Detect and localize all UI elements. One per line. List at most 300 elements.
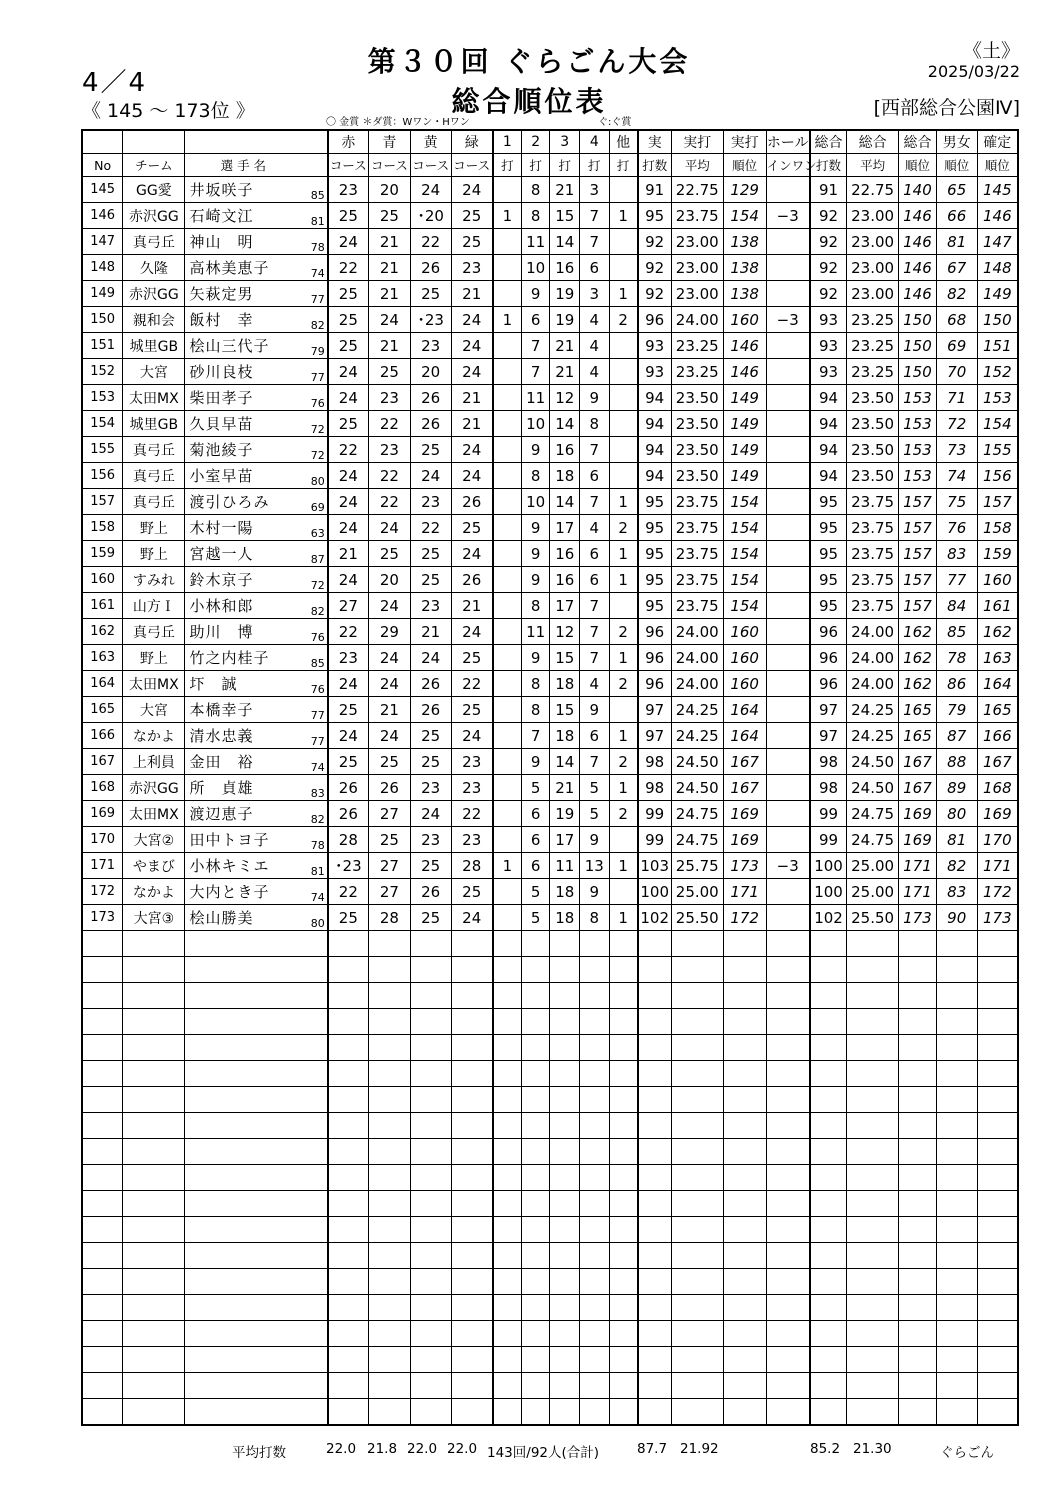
cell-s3: [550, 1373, 580, 1399]
cell-fr: [977, 1139, 1018, 1165]
cell-jt: 95: [638, 593, 672, 619]
cell-g: 25: [451, 697, 493, 723]
cell-so: 1: [609, 723, 638, 749]
cell-tt: 95: [810, 567, 847, 593]
cell-s1: [493, 1295, 522, 1321]
cell-s2: 7: [521, 723, 550, 749]
table-row: [82, 619, 1018, 645]
cell-name: [185, 1269, 301, 1295]
cell-r: 26: [328, 775, 369, 801]
cell-g: [451, 1139, 493, 1165]
cell-s4: 9: [580, 385, 610, 411]
cell-s2: 9: [521, 567, 550, 593]
cell-hio: [766, 1269, 810, 1295]
cell-gr: [936, 1347, 977, 1373]
cell-b: [368, 1269, 410, 1295]
cell-s4: 7: [580, 619, 610, 645]
cell-ta: 23.00: [847, 229, 899, 255]
cell-g: 25: [451, 515, 493, 541]
cell-tt: 102: [810, 905, 847, 931]
cell-g: 24: [451, 333, 493, 359]
cell-tt: [810, 1139, 847, 1165]
cell-g: [451, 1113, 493, 1139]
cell-y: 26: [410, 671, 451, 697]
table-row: [82, 255, 1018, 281]
cell-s4: [580, 1347, 610, 1373]
cell-r: 21: [328, 541, 369, 567]
cell-tt: [810, 1295, 847, 1321]
footer-ja-avg: 21.92: [680, 1441, 719, 1457]
cell-team: なかよ: [123, 723, 185, 749]
cell-jr: 160: [723, 619, 766, 645]
cell-jt: 92: [638, 255, 672, 281]
cell-fr: 166: [977, 723, 1018, 749]
cell-team: [123, 1217, 185, 1243]
cell-s2: [521, 1399, 550, 1426]
cell-tr: [899, 1061, 937, 1087]
cell-no: [82, 957, 123, 983]
cell-g: [451, 1009, 493, 1035]
cell-b: 25: [368, 749, 410, 775]
cell-no: 166: [82, 723, 123, 749]
empty-row: [82, 957, 1018, 983]
cell-hio: [766, 905, 810, 931]
cell-s3: [550, 1295, 580, 1321]
cell-team: 真弓丘: [123, 619, 185, 645]
cell-s1: [493, 333, 522, 359]
col-header-top-17: 総合: [810, 130, 847, 154]
cell-jt: [638, 957, 672, 983]
cell-no: 147: [82, 229, 123, 255]
cell-s1: [493, 411, 522, 437]
cell-tr: [899, 1295, 937, 1321]
cell-r: 24: [328, 671, 369, 697]
cell-gr: 70: [936, 359, 977, 385]
cell-fr: 145: [977, 177, 1018, 203]
cell-s4: 7: [580, 489, 610, 515]
cell-age: 72: [301, 567, 328, 593]
cell-b: 22: [368, 463, 410, 489]
cell-hio: [766, 1217, 810, 1243]
cell-r: [328, 1217, 369, 1243]
cell-tt: [810, 1243, 847, 1269]
cell-s3: 15: [550, 203, 580, 229]
cell-s4: [580, 1243, 610, 1269]
cell-name: [185, 1087, 301, 1113]
cell-name: [185, 1243, 301, 1269]
cell-age: [301, 1399, 328, 1426]
cell-tr: 146: [899, 203, 937, 229]
cell-jt: 95: [638, 515, 672, 541]
cell-so: [609, 411, 638, 437]
cell-g: 25: [451, 645, 493, 671]
cell-name: 所 貞雄: [185, 775, 301, 801]
cell-gr: [936, 983, 977, 1009]
cell-no: 162: [82, 619, 123, 645]
cell-jt: [638, 983, 672, 1009]
cell-age: 69: [301, 489, 328, 515]
cell-g: [451, 931, 493, 957]
cell-g: 21: [451, 281, 493, 307]
cell-no: 161: [82, 593, 123, 619]
cell-s3: 16: [550, 541, 580, 567]
cell-no: [82, 931, 123, 957]
cell-hio: −3: [766, 853, 810, 879]
cell-jr: 138: [723, 281, 766, 307]
cell-b: [368, 1035, 410, 1061]
cell-b: [368, 983, 410, 1009]
cell-jr: 154: [723, 567, 766, 593]
cell-s2: [521, 1087, 550, 1113]
cell-gr: 77: [936, 567, 977, 593]
cell-so: 1: [609, 645, 638, 671]
cell-jt: [638, 1217, 672, 1243]
cell-hio: [766, 281, 810, 307]
cell-s2: 11: [521, 385, 550, 411]
cell-ja: 24.00: [671, 307, 723, 333]
cell-jr: 167: [723, 775, 766, 801]
cell-no: 165: [82, 697, 123, 723]
col-header-top-6: 黄: [410, 130, 451, 154]
cell-so: [609, 697, 638, 723]
cell-s2: 10: [521, 489, 550, 515]
cell-name: 竹之内桂子: [185, 645, 301, 671]
cell-so: [609, 1165, 638, 1191]
cell-fr: 170: [977, 827, 1018, 853]
cell-tr: 140: [899, 177, 937, 203]
cell-g: 21: [451, 385, 493, 411]
cell-s4: [580, 983, 610, 1009]
cell-ja: 24.50: [671, 749, 723, 775]
cell-g: [451, 1321, 493, 1347]
cell-ja: 24.00: [671, 671, 723, 697]
cell-jr: 160: [723, 307, 766, 333]
cell-fr: 171: [977, 853, 1018, 879]
cell-age: [301, 1165, 328, 1191]
cell-hio: [766, 1191, 810, 1217]
cell-r: [328, 1061, 369, 1087]
cell-age: 81: [301, 203, 328, 229]
cell-tr: 150: [899, 333, 937, 359]
cell-jr: [723, 1399, 766, 1426]
table-row: [82, 437, 1018, 463]
empty-row: [82, 1087, 1018, 1113]
cell-ta: [847, 1243, 899, 1269]
cell-g: 24: [451, 437, 493, 463]
cell-gr: [936, 1217, 977, 1243]
cell-r: 27: [328, 593, 369, 619]
cell-y: [410, 1165, 451, 1191]
cell-g: 21: [451, 593, 493, 619]
cell-s1: [493, 1191, 522, 1217]
cell-r: [328, 1321, 369, 1347]
cell-g: [451, 1165, 493, 1191]
col-header-bottom-14: 平均: [671, 154, 723, 177]
cell-s2: 6: [521, 307, 550, 333]
cell-b: [368, 1399, 410, 1426]
cell-tt: [810, 1009, 847, 1035]
cell-s1: [493, 489, 522, 515]
cell-g: [451, 1243, 493, 1269]
cell-tt: 98: [810, 749, 847, 775]
cell-age: 72: [301, 411, 328, 437]
cell-gr: [936, 1399, 977, 1426]
cell-fr: 156: [977, 463, 1018, 489]
cell-jr: 154: [723, 515, 766, 541]
cell-ja: 23.00: [671, 229, 723, 255]
cell-s3: [550, 1217, 580, 1243]
cell-name: 助川 博: [185, 619, 301, 645]
cell-tt: [810, 1217, 847, 1243]
cell-so: [609, 229, 638, 255]
cell-y: 25: [410, 723, 451, 749]
table-row: [82, 385, 1018, 411]
cell-gr: [936, 1165, 977, 1191]
cell-g: 25: [451, 229, 493, 255]
cell-age: [301, 1191, 328, 1217]
cell-no: [82, 983, 123, 1009]
cell-fr: 173: [977, 905, 1018, 931]
cell-name: 矢萩定男: [185, 281, 301, 307]
cell-gr: 86: [936, 671, 977, 697]
cell-s4: 4: [580, 307, 610, 333]
col-header-bottom-13: 打数: [638, 154, 672, 177]
cell-fr: 152: [977, 359, 1018, 385]
cell-jt: [638, 1113, 672, 1139]
cell-jt: 94: [638, 385, 672, 411]
cell-gr: 80: [936, 801, 977, 827]
cell-tt: 95: [810, 541, 847, 567]
cell-so: [609, 1087, 638, 1113]
cell-s4: [580, 1087, 610, 1113]
cell-s2: [521, 1373, 550, 1399]
col-header-top-19: 総合: [899, 130, 937, 154]
cell-s4: 9: [580, 697, 610, 723]
cell-ja: 23.75: [671, 541, 723, 567]
cell-s4: 8: [580, 905, 610, 931]
cell-s2: [521, 1035, 550, 1061]
table-row: [82, 905, 1018, 931]
cell-y: [410, 1243, 451, 1269]
page-number: 4／4: [82, 68, 148, 98]
cell-tr: 169: [899, 827, 937, 853]
cell-hio: [766, 593, 810, 619]
cell-age: [301, 931, 328, 957]
cell-tt: 93: [810, 359, 847, 385]
cell-gr: 85: [936, 619, 977, 645]
cell-so: [609, 1035, 638, 1061]
cell-tr: 165: [899, 697, 937, 723]
cell-fr: [977, 1087, 1018, 1113]
cell-age: 63: [301, 515, 328, 541]
cell-tr: 153: [899, 437, 937, 463]
cell-s3: [550, 1139, 580, 1165]
cell-s4: 7: [580, 437, 610, 463]
cell-g: [451, 1061, 493, 1087]
cell-gr: 73: [936, 437, 977, 463]
cell-gr: 65: [936, 177, 977, 203]
cell-s1: [493, 827, 522, 853]
cell-r: [328, 1243, 369, 1269]
cell-no: [82, 1035, 123, 1061]
cell-ta: [847, 1191, 899, 1217]
cell-s1: [493, 619, 522, 645]
cell-b: 21: [368, 697, 410, 723]
cell-fr: [977, 1217, 1018, 1243]
cell-team: 赤沢GG: [123, 775, 185, 801]
table-row: [82, 853, 1018, 879]
cell-r: 23: [328, 645, 369, 671]
cell-jr: 138: [723, 229, 766, 255]
cell-ja: [671, 1113, 723, 1139]
cell-b: 22: [368, 489, 410, 515]
cell-ja: [671, 1087, 723, 1113]
cell-g: 22: [451, 671, 493, 697]
cell-hio: [766, 567, 810, 593]
table-row: [82, 411, 1018, 437]
cell-s2: 10: [521, 411, 550, 437]
cell-gr: 88: [936, 749, 977, 775]
cell-ta: [847, 931, 899, 957]
cell-so: [609, 1061, 638, 1087]
table-row: [82, 749, 1018, 775]
cell-s1: [493, 177, 522, 203]
cell-age: 80: [301, 905, 328, 931]
cell-s4: [580, 1321, 610, 1347]
footer-red-avg: 22.0: [326, 1441, 357, 1457]
cell-tt: [810, 1399, 847, 1426]
col-header-bottom-5: コース: [368, 154, 410, 177]
cell-jr: [723, 1009, 766, 1035]
cell-y: [410, 1009, 451, 1035]
cell-hio: [766, 515, 810, 541]
cell-tt: 94: [810, 411, 847, 437]
cell-s4: 4: [580, 671, 610, 697]
cell-jt: [638, 1061, 672, 1087]
cell-y: [410, 957, 451, 983]
table-row: [82, 281, 1018, 307]
cell-s4: [580, 1165, 610, 1191]
col-header-bottom-3: [301, 154, 328, 177]
cell-y: 23: [410, 333, 451, 359]
cell-jr: [723, 1191, 766, 1217]
table-row: [82, 723, 1018, 749]
cell-s3: [550, 1243, 580, 1269]
cell-age: [301, 1061, 328, 1087]
cell-jt: 99: [638, 801, 672, 827]
cell-age: 76: [301, 619, 328, 645]
cell-b: 24: [368, 515, 410, 541]
cell-no: [82, 1269, 123, 1295]
cell-team: [123, 1035, 185, 1061]
cell-ta: 23.00: [847, 281, 899, 307]
cell-hio: [766, 697, 810, 723]
cell-so: [609, 879, 638, 905]
cell-age: [301, 1269, 328, 1295]
cell-g: [451, 1295, 493, 1321]
cell-s1: [493, 1035, 522, 1061]
cell-jt: 94: [638, 411, 672, 437]
cell-age: 74: [301, 749, 328, 775]
table-row: [82, 645, 1018, 671]
table-row: [82, 515, 1018, 541]
cell-team: [123, 1321, 185, 1347]
cell-team: [123, 1113, 185, 1139]
cell-age: [301, 1035, 328, 1061]
cell-no: 157: [82, 489, 123, 515]
empty-row: [82, 1217, 1018, 1243]
cell-tt: [810, 931, 847, 957]
cell-team: [123, 1165, 185, 1191]
cell-no: [82, 1373, 123, 1399]
cell-jr: 149: [723, 437, 766, 463]
cell-s2: 8: [521, 671, 550, 697]
col-header-bottom-20: 順位: [936, 154, 977, 177]
cell-hio: [766, 983, 810, 1009]
cell-g: [451, 983, 493, 1009]
col-header-bottom-10: 打: [550, 154, 580, 177]
cell-r: 22: [328, 437, 369, 463]
cell-ta: 24.00: [847, 645, 899, 671]
cell-tt: [810, 1061, 847, 1087]
cell-fr: [977, 1113, 1018, 1139]
cell-y: [410, 983, 451, 1009]
cell-name: 砂川良枝: [185, 359, 301, 385]
cell-s4: 6: [580, 723, 610, 749]
cell-s3: [550, 1269, 580, 1295]
cell-jt: 96: [638, 307, 672, 333]
cell-team: 太田MX: [123, 671, 185, 697]
cell-no: 152: [82, 359, 123, 385]
cell-ta: 23.50: [847, 385, 899, 411]
cell-tr: [899, 1321, 937, 1347]
cell-no: 145: [82, 177, 123, 203]
cell-b: [368, 1373, 410, 1399]
cell-fr: 168: [977, 775, 1018, 801]
cell-s4: [580, 1035, 610, 1061]
cell-age: 85: [301, 645, 328, 671]
empty-row: [82, 983, 1018, 1009]
cell-jr: [723, 1373, 766, 1399]
cell-jr: [723, 1217, 766, 1243]
cell-r: 25: [328, 281, 369, 307]
cell-team: [123, 931, 185, 957]
cell-y: 21: [410, 619, 451, 645]
cell-s2: [521, 931, 550, 957]
cell-fr: 159: [977, 541, 1018, 567]
cell-s2: 8: [521, 593, 550, 619]
empty-row: [82, 1165, 1018, 1191]
cell-s2: 8: [521, 697, 550, 723]
cell-no: [82, 1217, 123, 1243]
cell-y: 25: [410, 541, 451, 567]
cell-hio: [766, 463, 810, 489]
cell-no: 159: [82, 541, 123, 567]
cell-r: [328, 1373, 369, 1399]
cell-no: [82, 1191, 123, 1217]
cell-ta: 23.75: [847, 489, 899, 515]
cell-s3: 21: [550, 359, 580, 385]
cell-s2: [521, 983, 550, 1009]
cell-name: [185, 1321, 301, 1347]
cell-hio: [766, 775, 810, 801]
cell-hio: −3: [766, 307, 810, 333]
cell-b: 21: [368, 281, 410, 307]
cell-s2: [521, 1139, 550, 1165]
cell-fr: 162: [977, 619, 1018, 645]
cell-s2: 6: [521, 801, 550, 827]
cell-jt: 94: [638, 463, 672, 489]
